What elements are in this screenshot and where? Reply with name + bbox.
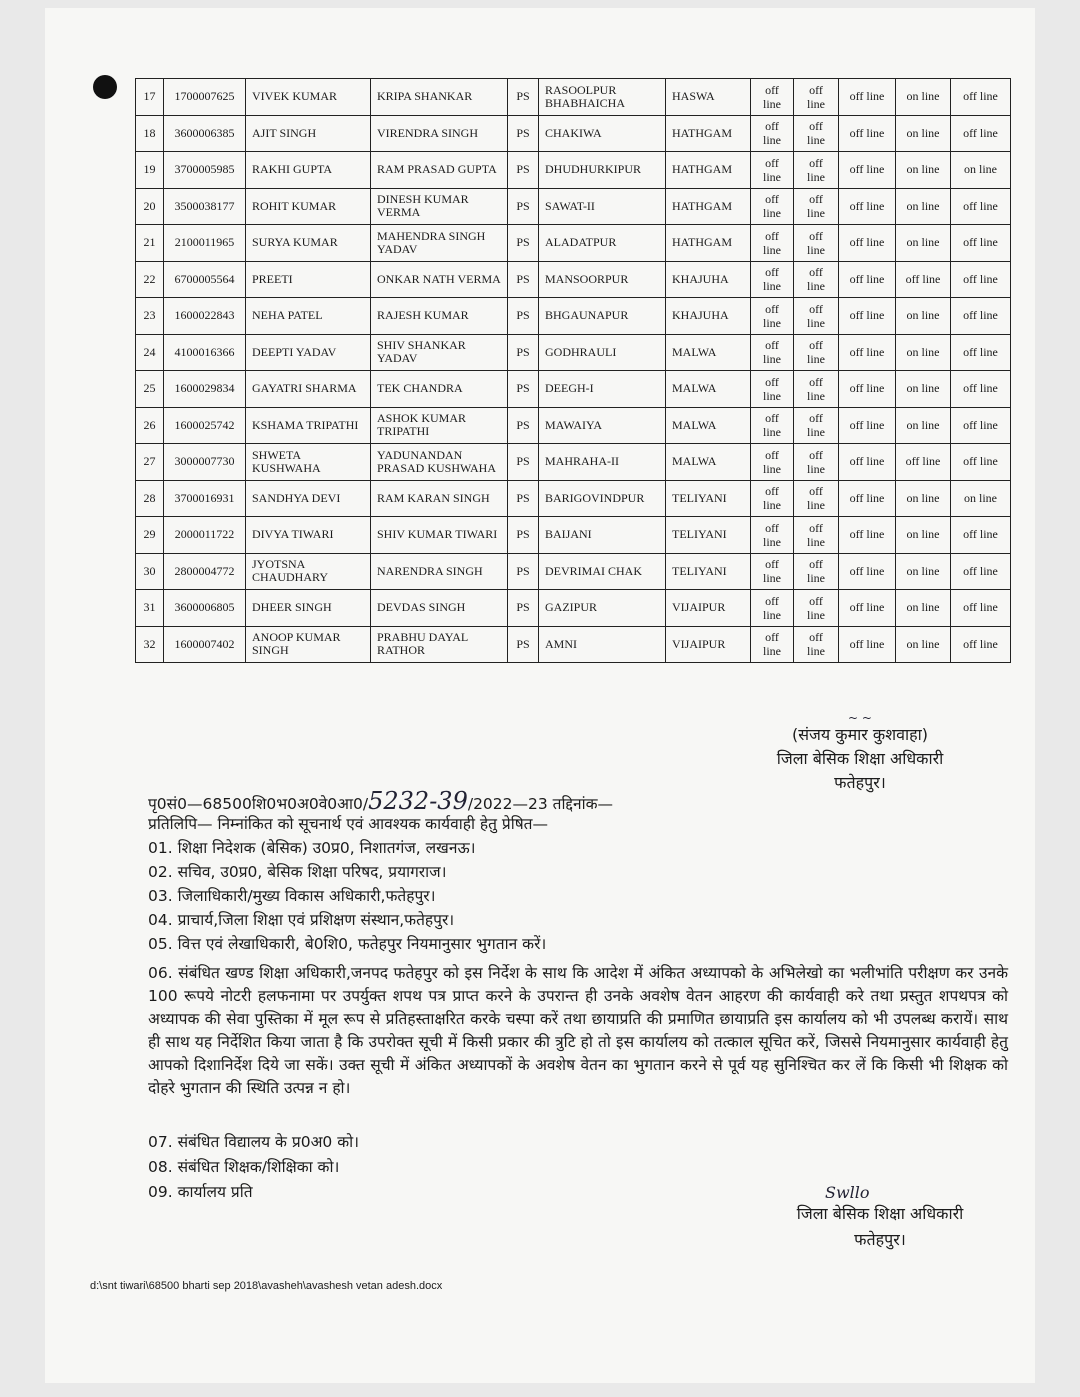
status-1-cell: off line <box>751 115 794 152</box>
teacher-id-cell: 1600007402 <box>164 626 246 663</box>
block-cell: MALWA <box>666 407 751 444</box>
teacher-id-cell: 6700005564 <box>164 261 246 298</box>
table-row <box>136 480 1011 517</box>
school-name-cell: AMNI <box>539 626 666 663</box>
table-row <box>136 444 1011 481</box>
school-type-cell: PS <box>508 298 539 335</box>
status-1-cell: off line <box>751 407 794 444</box>
school-type-cell: PS <box>508 553 539 590</box>
block-cell: KHAJUHA <box>666 298 751 335</box>
status-4-cell: on line <box>896 152 951 189</box>
teacher-name-cell: SHWETA KUSHWAHA <box>246 444 371 481</box>
status-4-cell: on line <box>896 480 951 517</box>
status-1-cell: off line <box>751 334 794 371</box>
status-3-cell: off line <box>839 407 896 444</box>
teacher-name-cell: SURYA KUMAR <box>246 225 371 262</box>
status-2-cell: off line <box>794 517 839 554</box>
status-5-cell: off line <box>951 298 1011 335</box>
school-type-cell: PS <box>508 188 539 225</box>
table-row <box>136 517 1011 554</box>
school-name-cell: DHUDHURKIPUR <box>539 152 666 189</box>
table-row <box>136 188 1011 225</box>
copy-item: 09. कार्यालय प्रति <box>148 1183 253 1201</box>
status-2-cell: off line <box>794 261 839 298</box>
teacher-id-cell: 2100011965 <box>164 225 246 262</box>
status-5-cell: off line <box>951 79 1011 116</box>
serial-cell: 19 <box>136 152 164 189</box>
father-name-cell: SHIV SHANKAR YADAV <box>371 334 508 371</box>
status-1-cell: off line <box>751 261 794 298</box>
father-name-cell: ASHOK KUMAR TRIPATHI <box>371 407 508 444</box>
status-4-cell: on line <box>896 407 951 444</box>
serial-cell: 25 <box>136 371 164 408</box>
serial-cell: 23 <box>136 298 164 335</box>
teacher-table <box>135 78 1011 663</box>
teacher-name-cell: RAKHI GUPTA <box>246 152 371 189</box>
school-type-cell: PS <box>508 225 539 262</box>
serial-cell: 30 <box>136 553 164 590</box>
father-name-cell: SHIV KUMAR TIWARI <box>371 517 508 554</box>
block-cell: TELIYANI <box>666 480 751 517</box>
status-4-cell: on line <box>896 626 951 663</box>
serial-cell: 28 <box>136 480 164 517</box>
copy-item-06-paragraph: 06. संबंधित खण्ड शिक्षा अधिकारी,जनपद फतेहपुर को इस निर्देश के साथ कि आदेश में अंकित अध्यापको के अभिलेखो का भलीभांति परीक्षण कर उनके 100 रूपये नोटरी हलफनामा पर उपर्युक्त शपथ पत्र प्राप्त करने के उपरान्त ही उनके अवशेष वेतन आहरण की कार्यवाही करे तथा प्रस्तुत शपथपत्र को अध्यापक की सेवा पुस्तिका में मूल रूप से प्रतिहस्ताक्षरित करके चस्पा करें तथा छायाप्रति की प्रमाणित छायाप्रति इस कार्यालय को भी उपलब्ध करायें। साथ ही साथ यह निर्देशित किया जाता है कि उपरोक्त सूची में किसी प्रकार की त्रुटि हो तो इस कार्यालय को तत्काल सूचित करें, जिससे नियमानुसार कार्यवाही हेतु आपको दिशानिर्देश दिये जा सकें। उक्त सूची में अंकित अध्यापकों के अवशेष वेतन का भुगतान करने से पूर्व यह सुनिश्चित कर लें कि किसी भी शिक्षक को दोहरे भुगतान की स्थिति उत्पन्न न हो। <box>148 964 1008 1097</box>
teacher-name-cell: JYOTSNA CHAUDHARY <box>246 553 371 590</box>
officer-place: फतेहपुर। <box>834 773 886 792</box>
copy-item: 03. जिलाधिकारी/मुख्य विकास अधिकारी,फतेहपुर। <box>148 887 436 905</box>
table-row <box>136 334 1011 371</box>
status-5-cell: on line <box>951 480 1011 517</box>
status-3-cell: off line <box>839 480 896 517</box>
copy-item: 08. संबंधित शिक्षक/शिक्षिका को। <box>148 1158 340 1176</box>
status-2-cell: off line <box>794 79 839 116</box>
block-cell: MALWA <box>666 334 751 371</box>
status-5-cell: off line <box>951 188 1011 225</box>
copy-item: 05. वित्त एवं लेखाधिकारी, बे0शि0, फतेहपुर नियमानुसार भुगतान करें। <box>148 935 547 953</box>
table-row <box>136 626 1011 663</box>
school-type-cell: PS <box>508 407 539 444</box>
status-2-cell: off line <box>794 298 839 335</box>
school-type-cell: PS <box>508 334 539 371</box>
status-5-cell: off line <box>951 225 1011 262</box>
teacher-name-cell: ROHIT KUMAR <box>246 188 371 225</box>
status-4-cell: on line <box>896 371 951 408</box>
status-1-cell: off line <box>751 590 794 627</box>
table-row <box>136 152 1011 189</box>
officer-title: जिला बेसिक शिक्षा अधिकारी <box>776 749 944 768</box>
status-2-cell: off line <box>794 590 839 627</box>
status-4-cell: off line <box>896 444 951 481</box>
status-2-cell: off line <box>794 444 839 481</box>
table-row <box>136 115 1011 152</box>
status-4-cell: off line <box>896 261 951 298</box>
school-name-cell: SAWAT-II <box>539 188 666 225</box>
status-1-cell: off line <box>751 480 794 517</box>
teacher-id-cell: 1600022843 <box>164 298 246 335</box>
block-cell: VIJAIPUR <box>666 590 751 627</box>
copy-heading: प्रतिलिपि— निम्नांकित को सूचनार्थ एवं आवश्यक कार्यवाही हेतु प्रेषित— <box>148 815 549 833</box>
table-row <box>136 79 1011 116</box>
status-2-cell: off line <box>794 553 839 590</box>
serial-cell: 31 <box>136 590 164 627</box>
teacher-name-cell: GAYATRI SHARMA <box>246 371 371 408</box>
copy-item: 01. शिक्षा निदेशक (बेसिक) उ0प्र0, निशातगंज, लखनऊ। <box>148 839 476 857</box>
status-3-cell: off line <box>839 79 896 116</box>
block-cell: HATHGAM <box>666 225 751 262</box>
status-1-cell: off line <box>751 298 794 335</box>
status-5-cell: on line <box>951 152 1011 189</box>
serial-cell: 18 <box>136 115 164 152</box>
serial-cell: 24 <box>136 334 164 371</box>
teacher-id-cell: 1600025742 <box>164 407 246 444</box>
teacher-name-cell: NEHA PATEL <box>246 298 371 335</box>
ref-number-handwritten: 5232-39 <box>368 787 468 815</box>
school-type-cell: PS <box>508 626 539 663</box>
block-cell: KHAJUHA <box>666 261 751 298</box>
school-type-cell: PS <box>508 115 539 152</box>
father-name-cell: NARENDRA SINGH <box>371 553 508 590</box>
block-cell: TELIYANI <box>666 517 751 554</box>
teacher-id-cell: 4100016366 <box>164 334 246 371</box>
teacher-id-cell: 2800004772 <box>164 553 246 590</box>
table-row <box>136 371 1011 408</box>
status-3-cell: off line <box>839 517 896 554</box>
status-3-cell: off line <box>839 188 896 225</box>
teacher-id-cell: 2000011722 <box>164 517 246 554</box>
copy-item: 02. सचिव, उ0प्र0, बेसिक शिक्षा परिषद, प्रयागराज। <box>148 863 447 881</box>
table-row <box>136 553 1011 590</box>
status-4-cell: on line <box>896 225 951 262</box>
serial-cell: 20 <box>136 188 164 225</box>
block-cell: HATHGAM <box>666 152 751 189</box>
status-1-cell: off line <box>751 225 794 262</box>
block-cell: MALWA <box>666 444 751 481</box>
table-row <box>136 261 1011 298</box>
ref-prefix: पृ0सं0—68500शि0भ0अ0वे0आ0/ <box>148 795 369 813</box>
school-name-cell: MAWAIYA <box>539 407 666 444</box>
teacher-id-cell: 3600006805 <box>164 590 246 627</box>
copy-item: 04. प्राचार्य,जिला शिक्षा एवं प्रशिक्षण संस्थान,फतेहपुर। <box>148 911 455 929</box>
father-name-cell: YADUNANDAN PRASAD KUSHWAHA <box>371 444 508 481</box>
status-5-cell: off line <box>951 115 1011 152</box>
status-4-cell: on line <box>896 298 951 335</box>
reference-line <box>148 787 613 815</box>
father-name-cell: DINESH KUMAR VERMA <box>371 188 508 225</box>
serial-cell: 32 <box>136 626 164 663</box>
copy-item: 07. संबंधित विद्यालय के प्र0अ0 को। <box>148 1133 359 1151</box>
punch-hole <box>93 75 117 99</box>
serial-cell: 17 <box>136 79 164 116</box>
teacher-name-cell: DHEER SINGH <box>246 590 371 627</box>
status-3-cell: off line <box>839 225 896 262</box>
status-2-cell: off line <box>794 480 839 517</box>
block-cell: MALWA <box>666 371 751 408</box>
school-type-cell: PS <box>508 517 539 554</box>
status-5-cell: off line <box>951 626 1011 663</box>
table-row <box>136 407 1011 444</box>
status-3-cell: off line <box>839 334 896 371</box>
status-2-cell: off line <box>794 407 839 444</box>
status-5-cell: off line <box>951 444 1011 481</box>
status-3-cell: off line <box>839 261 896 298</box>
school-name-cell: DEVRIMAI CHAK <box>539 553 666 590</box>
status-3-cell: off line <box>839 444 896 481</box>
status-5-cell: off line <box>951 334 1011 371</box>
status-4-cell: on line <box>896 79 951 116</box>
teacher-id-cell: 3700005985 <box>164 152 246 189</box>
status-1-cell: off line <box>751 553 794 590</box>
teacher-id-cell: 3500038177 <box>164 188 246 225</box>
teacher-id-cell: 3700016931 <box>164 480 246 517</box>
school-name-cell: DEEGH-I <box>539 371 666 408</box>
officer-name: (संजय कुमार कुशवाहा) <box>791 725 929 744</box>
father-name-cell: TEK CHANDRA <box>371 371 508 408</box>
signature-block-2 <box>770 1185 990 1253</box>
school-type-cell: PS <box>508 444 539 481</box>
status-5-cell: off line <box>951 553 1011 590</box>
teacher-id-cell: 1600029834 <box>164 371 246 408</box>
status-1-cell: off line <box>751 188 794 225</box>
status-5-cell: off line <box>951 261 1011 298</box>
serial-cell: 22 <box>136 261 164 298</box>
ref-suffix: /2022—23 तद्दिनांक— <box>467 795 614 813</box>
status-3-cell: off line <box>839 115 896 152</box>
status-3-cell: off line <box>839 590 896 627</box>
status-2-cell: off line <box>794 626 839 663</box>
block-cell: HATHGAM <box>666 188 751 225</box>
status-4-cell: on line <box>896 115 951 152</box>
officer-title: जिला बेसिक शिक्षा अधिकारी <box>796 1204 964 1223</box>
status-3-cell: off line <box>839 298 896 335</box>
status-2-cell: off line <box>794 334 839 371</box>
status-3-cell: off line <box>839 626 896 663</box>
teacher-id-cell: 3600006385 <box>164 115 246 152</box>
school-type-cell: PS <box>508 79 539 116</box>
teacher-name-cell: AJIT SINGH <box>246 115 371 152</box>
officer-place: फतेहपुर। <box>854 1230 906 1249</box>
teacher-name-cell: DEEPTI YADAV <box>246 334 371 371</box>
teacher-name-cell: DIVYA TIWARI <box>246 517 371 554</box>
status-5-cell: off line <box>951 407 1011 444</box>
school-name-cell: BAIJANI <box>539 517 666 554</box>
status-2-cell: off line <box>794 371 839 408</box>
father-name-cell: RAM PRASAD GUPTA <box>371 152 508 189</box>
school-name-cell: MANSOORPUR <box>539 261 666 298</box>
status-3-cell: off line <box>839 371 896 408</box>
status-2-cell: off line <box>794 188 839 225</box>
status-3-cell: off line <box>839 152 896 189</box>
serial-cell: 21 <box>136 225 164 262</box>
block-cell: VIJAIPUR <box>666 626 751 663</box>
father-name-cell: KRIPA SHANKAR <box>371 79 508 116</box>
father-name-cell: PRABHU DAYAL RATHOR <box>371 626 508 663</box>
status-4-cell: on line <box>896 334 951 371</box>
status-5-cell: off line <box>951 371 1011 408</box>
teacher-name-cell: VIVEK KUMAR <box>246 79 371 116</box>
father-name-cell: ONKAR NATH VERMA <box>371 261 508 298</box>
status-1-cell: off line <box>751 152 794 189</box>
school-type-cell: PS <box>508 590 539 627</box>
teacher-name-cell: PREETI <box>246 261 371 298</box>
status-1-cell: off line <box>751 79 794 116</box>
teacher-id-cell: 1700007625 <box>164 79 246 116</box>
father-name-cell: VIRENDRA SINGH <box>371 115 508 152</box>
serial-cell: 27 <box>136 444 164 481</box>
signature-scribble: ~ ~ <box>848 711 872 725</box>
father-name-cell: RAM KARAN SINGH <box>371 480 508 517</box>
teacher-name-cell: KSHAMA TRIPATHI <box>246 407 371 444</box>
status-2-cell: off line <box>794 152 839 189</box>
table-row <box>136 590 1011 627</box>
school-name-cell: ALADATPUR <box>539 225 666 262</box>
school-name-cell: RASOOLPUR BHABHAICHA <box>539 79 666 116</box>
block-cell: HATHGAM <box>666 115 751 152</box>
school-name-cell: GODHRAULI <box>539 334 666 371</box>
status-2-cell: off line <box>794 225 839 262</box>
status-5-cell: off line <box>951 517 1011 554</box>
school-name-cell: BHGAUNAPUR <box>539 298 666 335</box>
block-cell: HASWA <box>666 79 751 116</box>
school-type-cell: PS <box>508 371 539 408</box>
status-4-cell: on line <box>896 517 951 554</box>
status-4-cell: on line <box>896 590 951 627</box>
school-type-cell: PS <box>508 480 539 517</box>
serial-cell: 26 <box>136 407 164 444</box>
signature-scribble: Swllo <box>825 1183 870 1202</box>
status-5-cell: off line <box>951 590 1011 627</box>
file-path-footer: d:\snt tiwari\68500 bharti sep 2018\avasheh\avashesh vetan adesh.docx <box>90 1280 443 1292</box>
status-1-cell: off line <box>751 517 794 554</box>
father-name-cell: DEVDAS SINGH <box>371 590 508 627</box>
school-name-cell: CHAKIWA <box>539 115 666 152</box>
father-name-cell: RAJESH KUMAR <box>371 298 508 335</box>
status-4-cell: on line <box>896 188 951 225</box>
school-name-cell: GAZIPUR <box>539 590 666 627</box>
father-name-cell: MAHENDRA SINGH YADAV <box>371 225 508 262</box>
status-4-cell: on line <box>896 553 951 590</box>
status-1-cell: off line <box>751 626 794 663</box>
signature-block <box>740 713 980 795</box>
school-type-cell: PS <box>508 152 539 189</box>
status-1-cell: off line <box>751 371 794 408</box>
table-row <box>136 298 1011 335</box>
school-name-cell: BARIGOVINDPUR <box>539 480 666 517</box>
teacher-name-cell: ANOOP KUMAR SINGH <box>246 626 371 663</box>
serial-cell: 29 <box>136 517 164 554</box>
table-row <box>136 225 1011 262</box>
status-2-cell: off line <box>794 115 839 152</box>
teacher-name-cell: SANDHYA DEVI <box>246 480 371 517</box>
school-type-cell: PS <box>508 261 539 298</box>
school-name-cell: MAHRAHA-II <box>539 444 666 481</box>
teacher-id-cell: 3000007730 <box>164 444 246 481</box>
status-3-cell: off line <box>839 553 896 590</box>
status-1-cell: off line <box>751 444 794 481</box>
block-cell: TELIYANI <box>666 553 751 590</box>
